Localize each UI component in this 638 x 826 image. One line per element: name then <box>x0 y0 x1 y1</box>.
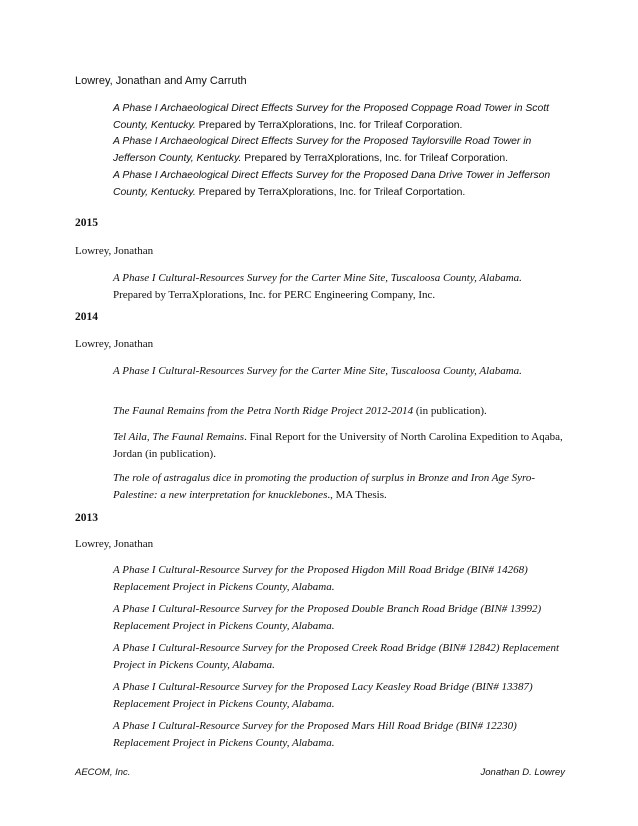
citation-entry <box>113 562 563 596</box>
citation-title: A Phase I Cultural-Resource Survey for the Proposed Mars Hill Road Bridge (BIN# 12230) Replacement Project in Pickens County, Alabama. <box>113 720 517 749</box>
citation-entry <box>113 403 563 420</box>
citation-title: A Phase I Archaeological Direct Effects Survey for the Proposed Coppage Road Tower in Scott County, Kentucky. <box>113 103 550 131</box>
year-heading: 2014 <box>75 311 98 323</box>
citation-title: A Phase I Cultural-Resource Survey for the Proposed Lacy Keasley Road Bridge (BIN# 13387) Replacement Project in Pickens County, Alabama. <box>113 681 533 710</box>
citation-note: Prepared by TerraXplorations, Inc. for Trileaf Corporation. <box>195 120 463 131</box>
citation-entry <box>113 167 563 201</box>
citation-title: A Phase I Cultural-Resources Survey for the Carter Mine Site, Tuscaloosa County, Alabama. <box>113 272 522 284</box>
citation-title: A Phase I Cultural-Resource Survey for the Proposed Creek Road Bridge (BIN# 12842) Replacement Project in Pickens County, Alabama. <box>113 642 560 671</box>
footer-right: Jonathan D. Lowrey <box>480 767 565 778</box>
citation-note: . Final Report for the University of North Carolina Expedition to Aqaba, Jordan (in publication). <box>113 431 563 460</box>
citation-entry <box>113 601 563 635</box>
citation-title: A Phase I Cultural-Resources Survey for the Carter Mine Site, Tuscaloosa County, Alabama. <box>113 365 522 377</box>
citation-entry <box>113 100 563 134</box>
citation-entry <box>113 718 563 752</box>
author-line: Lowrey, Jonathan <box>75 338 154 350</box>
year-heading: 2015 <box>75 217 98 229</box>
citation-note: ., MA Thesis. <box>327 489 387 501</box>
citation-note: Prepared by TerraXplorations, Inc. for Trileaf Corporation. <box>241 153 509 164</box>
citation-title: A Phase I Archaeological Direct Effects Survey for the Proposed Dana Drive Tower in Jefferson County, Kentucky. <box>113 170 551 198</box>
citation-entry <box>113 270 563 304</box>
author-line: Lowrey, Jonathan and Amy Carruth <box>75 75 247 87</box>
citation-entry <box>113 429 563 463</box>
year-heading: 2013 <box>75 512 98 524</box>
citation-note: Prepared by TerraXplorations, Inc. for Trileaf Corportation. <box>195 187 466 198</box>
citation-title: The role of astragalus dice in promoting the production of surplus in Bronze and Iron Age Syro-Palestine: a new interpretation for knucklebones <box>113 472 536 501</box>
citation-entry <box>113 679 563 713</box>
citation-title: A Phase I Cultural-Resource Survey for the Proposed Higdon Mill Road Bridge (BIN# 14268) Replacement Project in Pickens County, Alabama. <box>113 564 528 593</box>
citation-title: A Phase I Archaeological Direct Effects Survey for the Proposed Taylorsville Road Tower in Jefferson County, Kentucky. <box>113 136 532 164</box>
footer-left: AECOM, Inc. <box>75 767 131 778</box>
author-line: Lowrey, Jonathan <box>75 245 154 257</box>
citation-entry <box>113 470 573 504</box>
author-line: Lowrey, Jonathan <box>75 538 154 550</box>
citation-note: (in publication). <box>413 405 487 417</box>
citation-entry <box>113 133 563 167</box>
citation-entry <box>113 363 563 380</box>
citation-title: The Faunal Remains from the Petra North Ridge Project 2012-2014 <box>113 405 414 417</box>
citation-note: Prepared by TerraXplorations, Inc. for PERC Engineering Company, Inc. <box>113 289 436 301</box>
citation-title: A Phase I Cultural-Resource Survey for the Proposed Double Branch Road Bridge (BIN# 13992) Replacement Project in Pickens County, Alabama. <box>113 603 542 632</box>
citation-entry <box>113 640 563 674</box>
citation-title: Tel Aila, The Faunal Remains <box>113 431 245 443</box>
